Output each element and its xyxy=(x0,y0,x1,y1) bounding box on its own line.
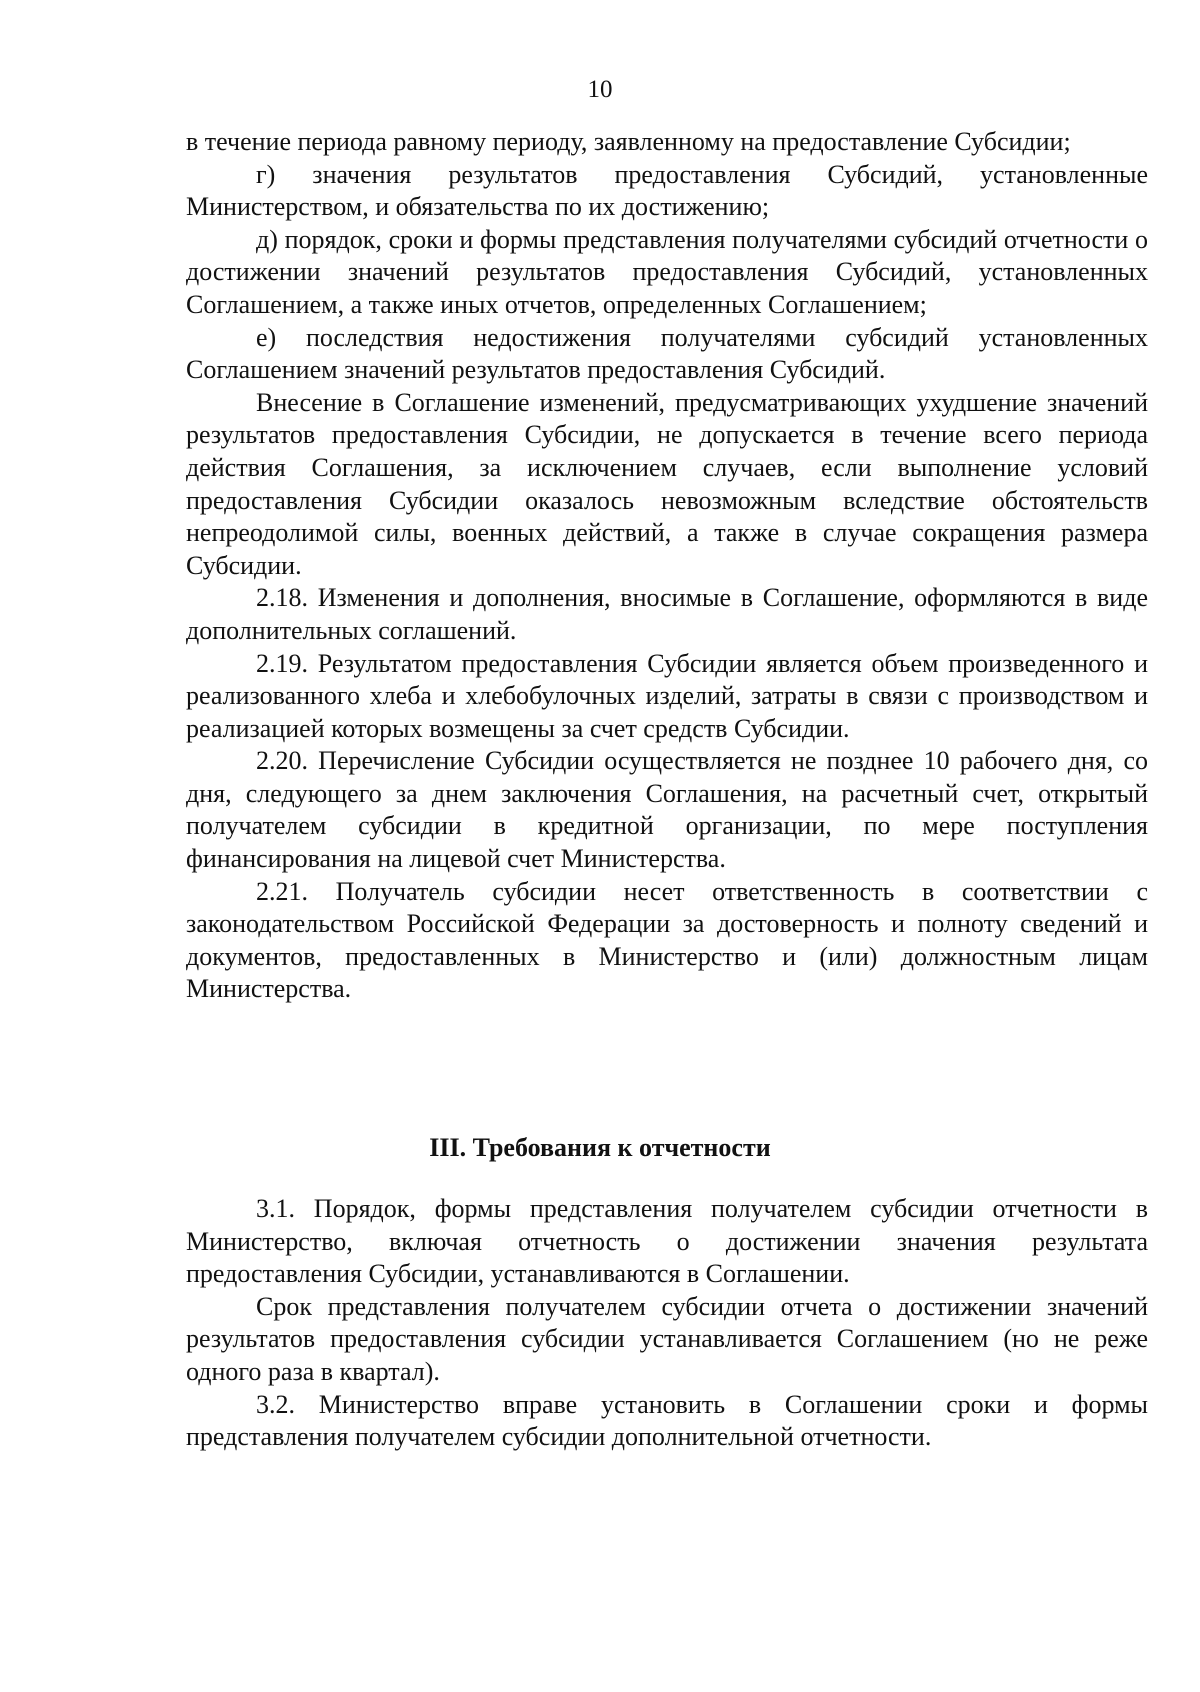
paragraph: д) порядок, сроки и формы представления получателями субсидий отчетности о достижении значений результатов предоставления Субсидий, установленных Соглашением, а также иных отчетов, определенных Соглашением; xyxy=(186,224,1148,319)
paragraph: 3.1. Порядок, формы представления получателем субсидии отчетности в Министерство, включая отчетность о достижении значения результата предоставления Субсидии, устанавливаются в Соглашении. xyxy=(186,1194,1148,1289)
paragraph: Срок представления получателем субсидии отчета о достижении значений результатов предоставления субсидии устанавливается Соглашением (но не реже одного раза в квартал). xyxy=(186,1291,1148,1386)
page-number: 10 xyxy=(587,76,613,103)
paragraph: г) значения результатов предоставления Субсидий, установленные Министерством, и обязательства по их достижению; xyxy=(186,159,1148,222)
paragraph: в течение периода равному периоду, заявленному на предоставление Субсидии; xyxy=(186,127,1071,156)
paragraph: Внесение в Соглашение изменений, предусматривающих ухудшение значений результатов предоставления Субсидии, не допускается в течение всего периода действия Соглашения, за исключением случаев, если выполнение условий предоставления Субсидии оказалось невозможным вследствие обстоятельств непреодолимой силы, военных действий, а также в случае сокращения размера Субсидии. xyxy=(186,387,1148,580)
paragraph: 2.19. Результатом предоставления Субсидии является объем произведенного и реализованного хлеба и хлебобулочных изделий, затраты в связи с производством и реализацией которых возмещены за счет средств Субсидии. xyxy=(186,648,1148,743)
section-text xyxy=(186,1193,1148,1454)
paragraph: 3.2. Министерство вправе установить в Соглашении сроки и формы представления получателем субсидии дополнительной отчетности. xyxy=(186,1389,1148,1452)
paragraph: е) последствия недостижения получателями субсидий установленных Соглашением значений результатов предоставления Субсидий. xyxy=(186,322,1148,385)
paragraph: 2.20. Перечисление Субсидии осуществляется не позднее 10 рабочего дня, со дня, следующего за днем заключения Соглашения, на расчетный счет, открытый получателем субсидии в кредитной организации, по мере поступления финансирования на лицевой счет Министерства. xyxy=(186,746,1148,874)
body-text xyxy=(186,126,1148,1006)
paragraph: 2.21. Получатель субсидии несет ответственность в соответствии с законодательством Российской Федерации за достоверность и полноту сведений и документов, предоставленных в Министерство и (или) должностным лицам Министерства. xyxy=(186,876,1148,1004)
paragraph: 2.18. Изменения и дополнения, вносимые в Соглашение, оформляются в виде дополнительных соглашений. xyxy=(186,583,1148,645)
section-heading: III. Требования к отчетности xyxy=(429,1133,771,1162)
